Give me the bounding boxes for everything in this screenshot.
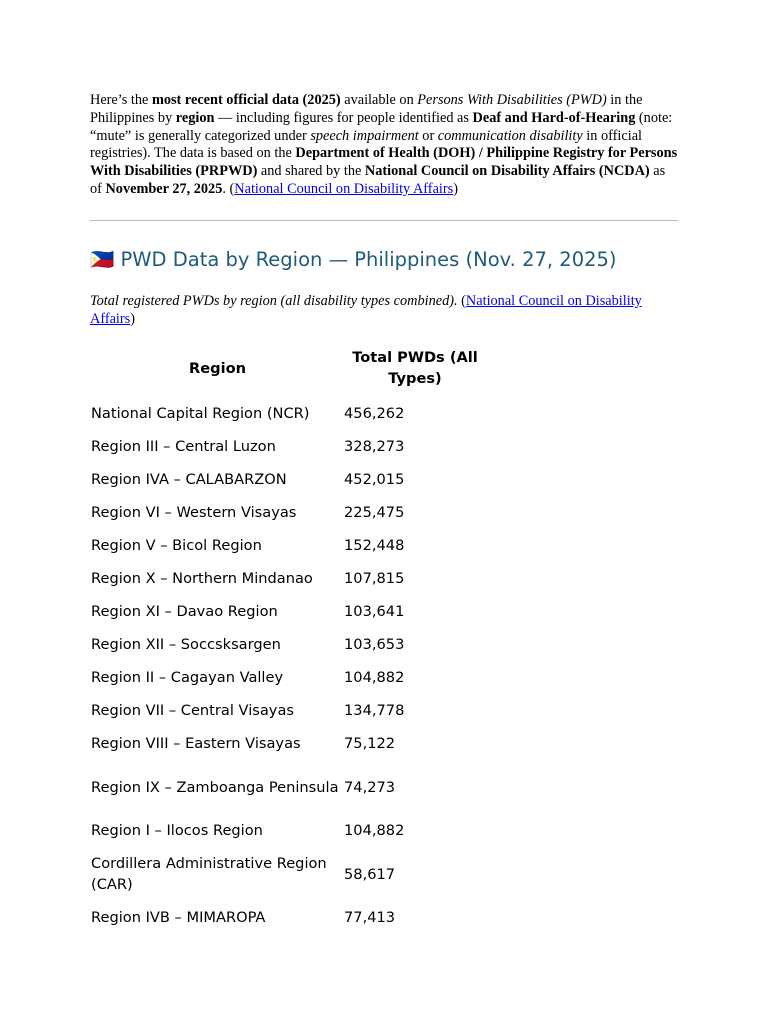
cell-total: 58,617: [344, 865, 396, 883]
cell-total: 456,262: [344, 405, 405, 423]
intro-italic-communication: communication disability: [437, 127, 583, 144]
cell-total: 225,475: [344, 504, 405, 522]
intro-bold-date: November 27, 2025: [105, 180, 223, 197]
table-row: [90, 847, 486, 901]
table-caption: [90, 293, 678, 329]
intro-bold-region: region: [175, 109, 215, 126]
intro-text: in official registries). The data is based on the: [90, 127, 643, 162]
intro-bold-recent-data: most recent official data (2025): [151, 92, 341, 108]
cell-total: 452,015: [344, 471, 405, 489]
intro-text: or: [418, 127, 438, 144]
cell-region: Region VI – Western Visayas: [91, 504, 297, 522]
cell-region: Region III – Central Luzon: [91, 438, 276, 456]
cell-total: 103,653: [344, 636, 405, 654]
intro-text: (note: “mute” is generally categorized under: [90, 109, 673, 144]
cell-region: Region IX – Zamboanga Peninsula: [91, 778, 339, 796]
cell-total: 77,413: [344, 909, 396, 927]
table-row: [90, 901, 486, 934]
table-row: [90, 529, 486, 562]
section-divider: [90, 220, 678, 221]
intro-text: and shared by the: [257, 163, 365, 180]
document-body: [90, 92, 678, 934]
cell-total: 103,641: [344, 603, 405, 621]
table-row: [90, 727, 486, 760]
header-region: Region: [189, 359, 246, 377]
caption-text: (: [457, 292, 466, 309]
caption-source-link[interactable]: National Council on Disability Affairs: [90, 292, 642, 327]
cell-region: Region IVB – MIMAROPA: [91, 909, 266, 927]
cell-region: Cordillera Administrative Region (CAR): [91, 855, 327, 894]
cell-total: 328,273: [344, 438, 405, 456]
cell-region: Region V – Bicol Region: [91, 537, 262, 555]
intro-italic-pwd: Persons With Disabilities (PWD): [417, 92, 607, 108]
intro-text: . (: [222, 180, 235, 197]
header-total-pwds: Total PWDs (All Types): [352, 349, 478, 388]
cell-region: Region XI – Davao Region: [91, 603, 278, 621]
table-row: [90, 694, 486, 727]
cell-region: National Capital Region (NCR): [91, 405, 310, 423]
table-row: [90, 661, 486, 694]
section-heading-title: PWD Data by Region — Philippines (Nov. 27, 2025): [120, 247, 617, 271]
cell-total: 74,273: [344, 778, 396, 796]
table-row: [90, 397, 486, 430]
intro-bold-ncda: National Council on Disability Affairs (NCDA): [364, 163, 650, 180]
cell-total: 104,882: [344, 669, 405, 687]
cell-region: Region IVA – CALABARZON: [91, 471, 287, 489]
caption-italic: Total registered PWDs by region (all disability types combined).: [90, 292, 458, 309]
intro-text: available on: [340, 92, 418, 108]
intro-text: ): [453, 180, 458, 197]
cell-region: Region X – Northern Mindanao: [91, 570, 313, 588]
table-row: [90, 496, 486, 529]
cell-region: Region VII – Central Visayas: [91, 702, 294, 720]
caption-text: ): [130, 310, 135, 327]
intro-italic-speech: speech impairment: [310, 127, 419, 144]
table-row: [90, 562, 486, 595]
intro-text: — including figures for people identified as: [214, 109, 473, 126]
intro-text: as of: [90, 163, 666, 197]
cell-total: 107,815: [344, 570, 405, 588]
cell-total: 75,122: [344, 735, 396, 753]
cell-total: 152,448: [344, 537, 405, 555]
pwd-region-table: [90, 342, 486, 934]
table-row: [90, 760, 486, 814]
intro-bold-deaf: Deaf and Hard-of-Hearing: [472, 109, 636, 126]
table-header-row: [90, 342, 486, 397]
intro-text: in the Philippines by: [90, 92, 643, 126]
philippines-flag-icon: 🇵🇭: [90, 247, 115, 271]
table-row: [90, 595, 486, 628]
intro-paragraph: [90, 92, 678, 199]
table-row: [90, 430, 486, 463]
cell-region: Region VIII – Eastern Visayas: [91, 735, 301, 753]
table-row: [90, 463, 486, 496]
cell-region: Region XII – Soccsksargen: [91, 636, 281, 654]
section-heading: [90, 248, 678, 272]
cell-region: Region I – Ilocos Region: [91, 822, 263, 840]
cell-total: 104,882: [344, 822, 405, 840]
ncda-source-link[interactable]: National Council on Disability Affairs: [234, 180, 454, 197]
table-row: [90, 628, 486, 661]
cell-total: 134,778: [344, 702, 405, 720]
table-row: [90, 814, 486, 847]
intro-text: Here’s the: [90, 92, 152, 108]
cell-region: Region II – Cagayan Valley: [91, 669, 284, 687]
intro-bold-doh: Department of Health (DOH) / Philippine Registry for Persons With Disabilities (PRPWD): [90, 145, 678, 180]
